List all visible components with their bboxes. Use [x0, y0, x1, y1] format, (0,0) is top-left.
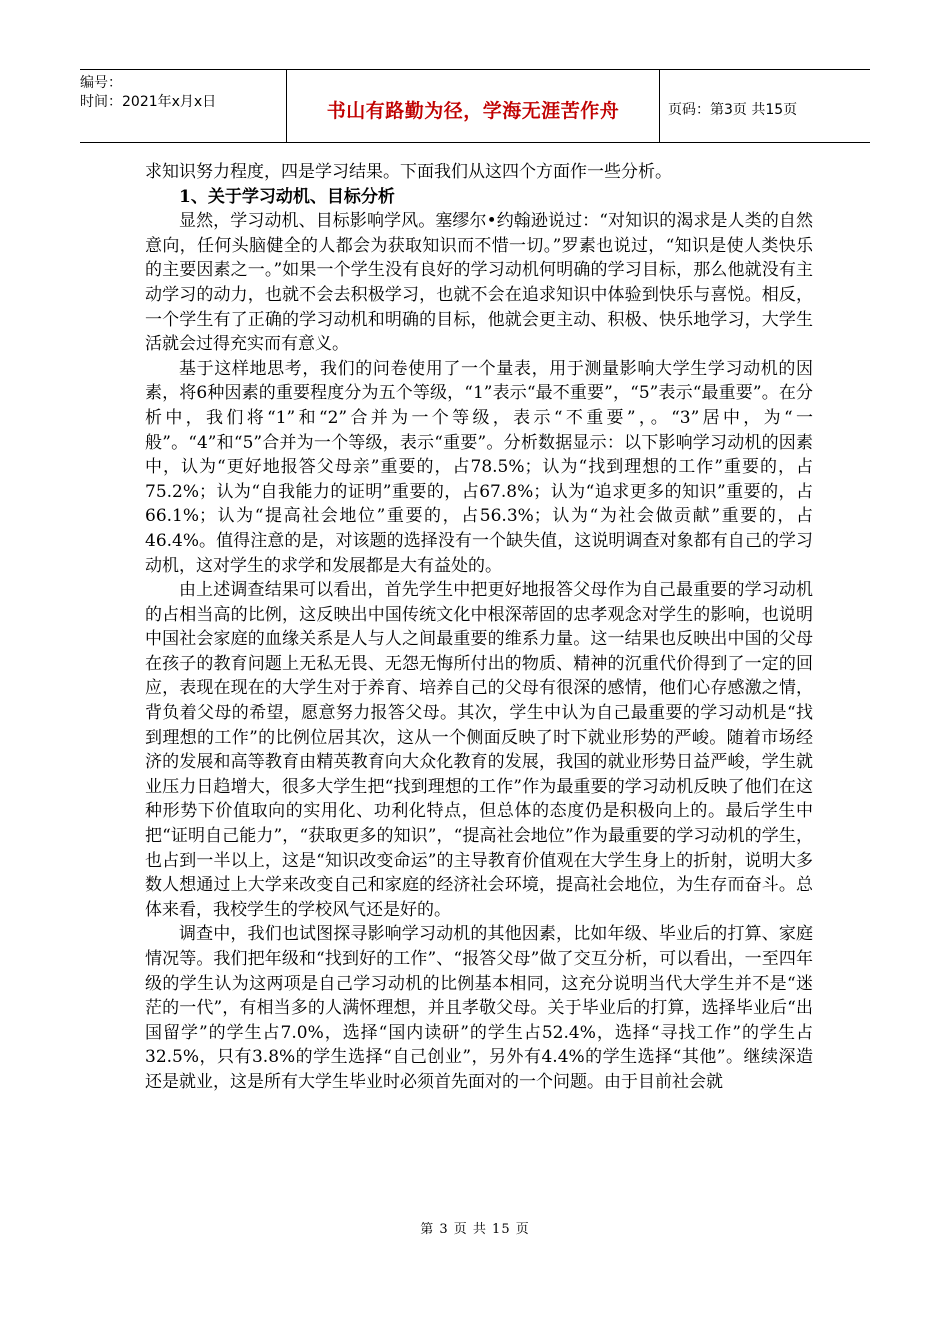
header-motto-cell — [286, 70, 660, 142]
paragraph-results-analysis: 由上述调查结果可以看出，首先学生中把更好地报答父母作为自己最重要的学习动机的占相当高的比例，这反映出中国传统文化中根深蒂固的忠孝观念对学生的影响，也说明中国社会家庭的血缘关系是人与人之间最重要的维系力量。这一结果也反映出中国的父母在孩子的教育问题上无私无畏、无怨无悔所付出的物质、精神的沉重代价得到了一定的回应，表现在现在的大学生对于养育、培养自己的父母有很深的感情，他们心存感激之情，背负着父母的希望，愿意努力报答父母。其次，学生中认为自己最重要的学习动机是“找到理想的工作”的比例位居其次，这从一个侧面反映了时下就业形势的严峻。随着市场经济的发展和高等教育由精英教育向大众化教育的发展，我国的就业形势日益严峻，学生就业压力日趋增大，很多大学生把“找到理想的工作”作为最重要的学习动机反映了他们在这种形势下价值取向的实用化、功利化特点，但总体的态度仍是积极向上的。最后学生中把“证明自己能力”，“获取更多的知识”，“提高社会地位”作为最重要的学习动机的学生，也占到一半以上，这是“知识改变命运”的主导教育价值观在大学生身上的折射，说明大多数人想通过上大学来改变自己和家庭的经济社会环境，提高社会地位，为生存而奋斗。总体来看，我校学生的学校风气还是好的。 — [145, 580, 813, 920]
footer-page-number: 第 3 页 共 15 页 — [420, 1222, 530, 1237]
header-meta — [80, 70, 286, 142]
header-page-info: 页码：第3页 共15页 — [668, 102, 798, 118]
document-date-label: 时间：2021年x月x日 — [80, 94, 217, 110]
page-header — [80, 69, 870, 143]
page-footer — [0, 1218, 950, 1237]
paragraph-other-factors: 调查中，我们也试图探寻影响学习动机的其他因素，比如年级、毕业后的打算、家庭情况等。我们把年级和“找到好的工作”、“报答父母”做了交互分析，可以看出，一至四年级的学生认为这两项是自己学习动机的比例基本相同，这充分说明当代大学生并不是“迷茫的一代”，有相当多的人满怀理想，并且孝敬父母。关于毕业后的打算，选择毕业后“出国留学”的学生占7.0%，选择“国内读研”的学生占52.4%，选择“寻找工作”的学生占32.5%，只有3.8%的学生选择“自己创业”，另外有4.4%的学生选择“其他”。继续深造还是就业，这是所有大学生毕业时必须首先面对的一个问题。由于目前社会就 — [145, 924, 813, 1092]
paragraph-continuation: 求知识努力程度，四是学习结果。下面我们从这四个方面作一些分析。 — [145, 162, 672, 182]
document-body — [145, 160, 813, 1095]
header-motto: 书山有路勤为径，学海无涯苦作舟 — [326, 99, 620, 122]
section-heading: 1、关于学习动机、目标分析 — [179, 186, 395, 207]
paragraph-motivation-intro: 显然，学习动机、目标影响学风。塞缪尔•约翰逊说过：“对知识的渴求是人类的自然意向，任何头脑健全的人都会为获取知识而不惜一切。”罗素也说过，“知识是使人类快乐的主要因素之一。”如果一个学生没有良好的学习动机何明确的学习目标，那么他就没有主动学习的动力，也就不会去积极学习，也就不会在追求知识中体验到快乐与喜悦。相反，一个学生有了正确的学习动机和明确的目标，他就会更主动、积极、快乐地学习，大学生活就会过得充实而有意义。 — [145, 211, 813, 355]
paragraph-survey-scale: 基于这样地思考，我们的问卷使用了一个量表，用于测量影响大学生学习动机的因素，将6种因素的重要程度分为五个等级，“1”表示“最不重要”，“5”表示“最重要”。在分析中，我们将“1”和“2”合并为一个等级，表示“不重要”，。“3”居中，为“一般”。“4”和“5”合并为一个等级，表示“重要”。分析数据显示：以下影响学习动机的因素中，认为“更好地报答父母亲”重要的，占78.5%；认为“找到理想的工作”重要的，占75.2%；认为“自我能力的证明”重要的，占67.8%；认为“追求更多的知识”重要的，占66.1%；认为“提高社会地位”重要的，占56.3%；认为“为社会做贡献”重要的，占46.4%。值得注意的是，对该题的选择没有一个缺失值，这说明调查对象都有自己的学习动机，这对学生的求学和发展都是大有益处的。 — [145, 358, 813, 576]
document-number-label: 编号： — [80, 75, 122, 91]
header-page-info-cell — [660, 70, 870, 142]
